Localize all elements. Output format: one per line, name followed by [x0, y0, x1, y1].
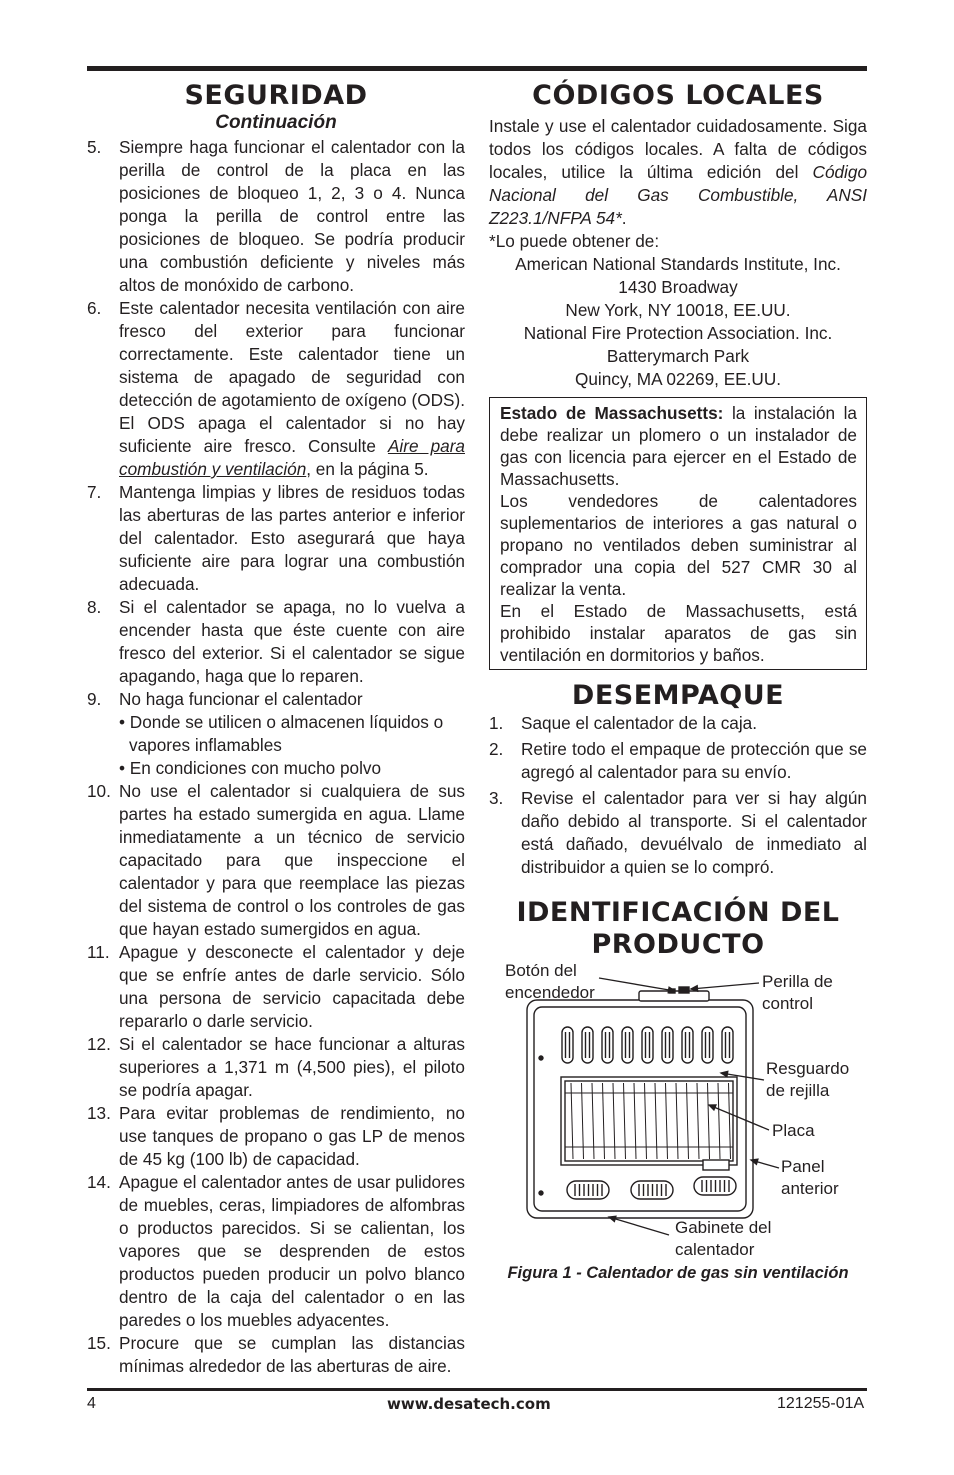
top-rule: [87, 66, 867, 71]
document-code: 121255-01A: [777, 1395, 865, 1412]
label-burner: Placa: [772, 1121, 815, 1140]
right-column: [489, 80, 867, 961]
label-ignitor-button: Botón del encendedor: [505, 961, 595, 1002]
address-block: American National Standards Institute, Inc. 1430 Broadway New York, NY 10018, EE.UU. National Fire Protection Association. Inc. Batterymarch Park Quincy, MA 02269, EE.UU.: [515, 254, 841, 389]
list-item: 2. Retire todo el empaque de protección que se agregó al calentador para su envío.: [489, 739, 867, 782]
label-grille-guard: Resguardo de rejilla: [766, 1059, 850, 1100]
page-number: 4: [87, 1395, 96, 1412]
safety-list: [87, 136, 465, 1378]
codes-obtain: *Lo puede obtener de:: [489, 231, 660, 251]
ident-heading: IDENTIFICACIÓN DEL PRODUCTO: [516, 897, 840, 960]
massachusetts-notice: Estado de Massachusetts: la instalación la debe realizar un plomero o un instalador de gas con licencia para ejercer en el Estado de Massachusetts. Los vendedores de calentadores suplementarios de interiores a gas natural o propano no ventilados deben suministrar al comprador una copia del 527 CMR 30 al realizar la venta. En el Estado de Massachusetts, está prohibido instalar aparatos de gas sin ventilación en dormitorios y baños.: [489, 397, 867, 670]
label-heater-cabinet: Gabinete del calentador: [675, 1218, 772, 1259]
list-item: 14. Apague el calentador antes de usar pulidores de muebles, ceras, limpiadores de alfombras o productos parecidos. Si se calientan, los vapores que se desprenden de estos productos pueden producir un polvo blanco dentro de la caja del calentador o en las paredes o los muebles adyacentes.: [87, 1172, 465, 1330]
label-control-knob: Perilla de control: [762, 972, 833, 1013]
safety-heading: SEGURIDAD: [184, 80, 368, 111]
list-item: 8. Si el calentador se apaga, no lo vuelva a encender hasta que éste cuente con aire fresco del exterior. Si el calentador se sigue apagando, haga que lo reparen.: [87, 597, 465, 686]
unpack-heading: DESEMPAQUE: [571, 680, 785, 711]
bottom-rule: [87, 1388, 867, 1391]
unpack-list: [489, 712, 867, 879]
bullet-item: • En condiciones con mucho polvo: [119, 758, 382, 778]
left-column: [87, 80, 465, 1378]
label-front-panel: Panel anterior: [781, 1157, 839, 1198]
ventilation-link[interactable]: Aire para combustión y ventilación: [119, 436, 465, 479]
list-item: 13. Para evitar problemas de rendimiento, no use tanques de propano o gas LP de menos de 45 kg (100 lb) de capacidad.: [87, 1103, 465, 1169]
bullet-item: • Donde se utilicen o almacenen líquidos o vapores inflamables: [119, 712, 444, 755]
list-item: 3. Revise el calentador para ver si hay algún daño debido al transporte. Si el calentador está dañado, devuélvalo de inmediato al distribuidor a quien se lo compró.: [489, 788, 867, 877]
website-url[interactable]: www.desatech.com: [387, 1395, 551, 1413]
figure-caption: Figura 1 - Calentador de gas sin ventilación: [507, 1264, 849, 1282]
list-item: 5. Siempre haga funcionar el calentador con la perilla de control de la placa en las posiciones de bloqueo 1, 2, 3 o 4. Nunca ponga la perilla de control entre las posiciones de bloqueo. Se podría producir una combustión deficiente y niveles más altos de monóxido de carbono.: [87, 137, 465, 295]
list-item: 15. Procure que se cumplan las distancias mínimas alrededor de las aberturas de aire.: [87, 1333, 465, 1376]
codes-intro: Instale y use el calentador cuidadosamente. Siga todos los códigos locales. A falta de códigos locales, utilice la última edición del Código Nacional del Gas Combustible, ANSI Z223.1/NFPA 54*.: [489, 116, 867, 228]
codes-heading: CÓDIGOS LOCALES: [532, 80, 824, 111]
list-item: 1. Saque el calentador de la caja.: [489, 713, 758, 733]
list-item: 6. Este calentador necesita ventilación con aire fresco del exterior para funcionar correctamente. Este calentador tiene un sistema de apagado de seguridad con detección de agotamiento de oxígeno (ODS). El ODS apaga el calentador si no hay suficiente aire fresco. Consulte Aire para combustión y ventilación, en la página 5.: [87, 298, 465, 479]
list-item: 10. No use el calentador si cualquiera de sus partes ha estado sumergida en agua. Llame inmediatamente a un técnico de servicio capacitado para que inspeccione el calentador y para que reemplace las piezas del sistema de control o los controles de gas que hayan estado sumergidos en agua.: [87, 781, 465, 939]
heater-figure: [489, 955, 867, 1265]
list-item: 7. Mantenga limpias y libres de residuos todas las aberturas de las partes anterior e inferior del calentador. Esto asegurará que haya suficiente aire para lograr una combustión adecuada.: [87, 482, 465, 594]
list-item: 9. No haga funcionar el calentador • Donde se utilicen o almacenen líquidos o vapores inflamables • En condiciones con mucho polvo: [87, 688, 465, 780]
list-item: 12. Si el calentador se hace funcionar a alturas superiores a 1,371 m (4,500 pies), el piloto se podría apagar.: [87, 1034, 465, 1100]
safety-subheading: Continuación: [215, 112, 337, 133]
list-item: 11. Apague y desconecte el calentador y deje que se enfríe antes de darle servicio. Sólo una persona de servicio capacitada debe repararlo o darle servicio.: [87, 942, 465, 1031]
